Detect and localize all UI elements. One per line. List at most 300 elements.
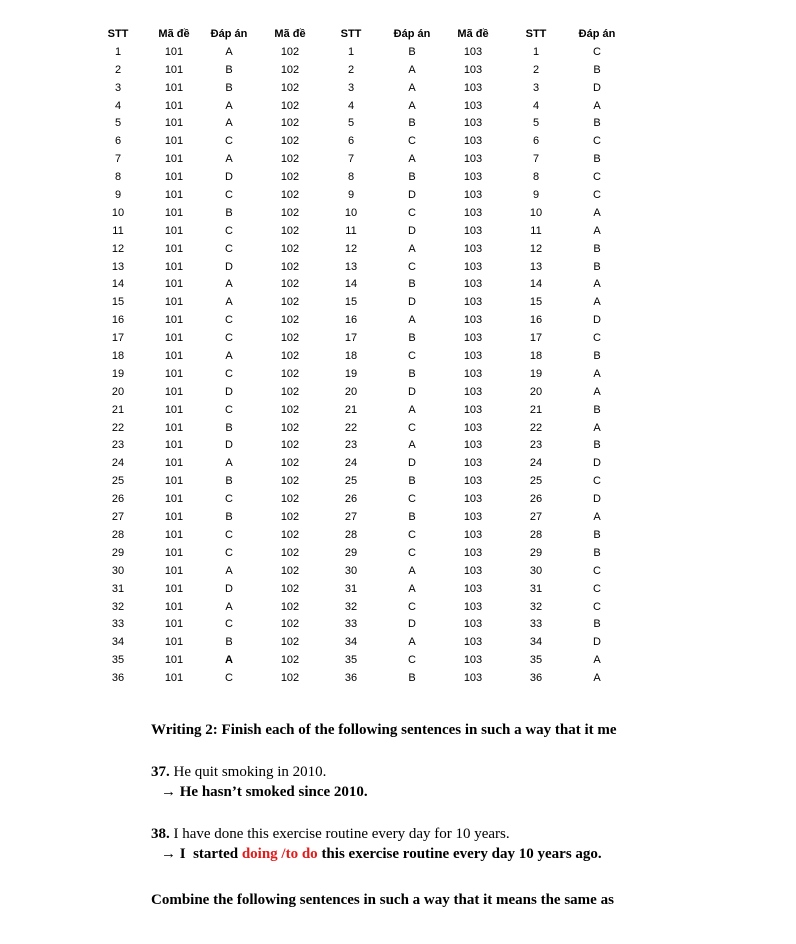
table-row bbox=[88, 115, 668, 133]
answer-cell: A bbox=[408, 63, 416, 76]
stt-cell: 32 bbox=[344, 600, 358, 613]
answer-cell: B bbox=[593, 153, 601, 166]
code-cell: 102 bbox=[280, 493, 300, 506]
stt-cell: 32 bbox=[111, 600, 125, 613]
code-cell: 101 bbox=[164, 99, 184, 112]
stt-cell: 2 bbox=[347, 63, 355, 76]
stt-cell: 1 bbox=[347, 45, 355, 58]
code-cell: 103 bbox=[463, 672, 483, 685]
stt-cell: 33 bbox=[344, 618, 358, 631]
answer-cell: A bbox=[225, 350, 233, 363]
stt-cell: 34 bbox=[111, 636, 125, 649]
code-cell: 103 bbox=[463, 582, 483, 595]
stt-cell: 4 bbox=[114, 99, 122, 112]
code-cell: 102 bbox=[280, 242, 300, 255]
table-row bbox=[88, 545, 668, 563]
stt-cell: 24 bbox=[344, 457, 358, 470]
code-cell: 102 bbox=[280, 654, 300, 667]
code-cell: 101 bbox=[164, 493, 184, 506]
stt-cell: 21 bbox=[529, 403, 543, 416]
answer-cell: B bbox=[593, 63, 601, 76]
code-cell: 102 bbox=[280, 296, 300, 309]
code-cell: 102 bbox=[280, 153, 300, 166]
stt-cell: 23 bbox=[111, 439, 125, 452]
stt-cell: 26 bbox=[344, 493, 358, 506]
question-38 bbox=[151, 824, 796, 864]
stt-cell: 18 bbox=[111, 350, 125, 363]
answer-cell: D bbox=[408, 189, 416, 202]
table-row bbox=[88, 616, 668, 634]
stt-cell: 27 bbox=[111, 511, 125, 524]
answer-cell: B bbox=[593, 618, 601, 631]
stt-cell: 8 bbox=[114, 171, 122, 184]
code-cell: 103 bbox=[463, 153, 483, 166]
code-cell: 101 bbox=[164, 654, 184, 667]
answer-cell: A bbox=[225, 457, 233, 470]
header-stt: STT bbox=[340, 28, 362, 40]
stt-cell: 18 bbox=[529, 350, 543, 363]
stt-cell: 11 bbox=[112, 224, 124, 237]
stt-cell: 15 bbox=[344, 296, 358, 309]
code-cell: 103 bbox=[463, 278, 483, 291]
stt-cell: 31 bbox=[529, 582, 543, 595]
stt-cell: 6 bbox=[114, 135, 122, 148]
table-row bbox=[88, 169, 668, 187]
answer-cell: C bbox=[408, 654, 416, 667]
stt-cell: 36 bbox=[111, 672, 125, 685]
code-cell: 102 bbox=[280, 278, 300, 291]
code-cell: 102 bbox=[280, 582, 300, 595]
table-row bbox=[88, 455, 668, 473]
code-cell: 103 bbox=[463, 314, 483, 327]
question-37-answer bbox=[151, 782, 796, 802]
code-cell: 103 bbox=[463, 189, 483, 202]
table-row bbox=[88, 491, 668, 509]
answer-cell: C bbox=[225, 135, 233, 148]
answer-cell: C bbox=[593, 600, 601, 613]
stt-cell: 28 bbox=[529, 528, 543, 541]
header-dap-an: Đáp án bbox=[393, 28, 431, 40]
code-cell: 102 bbox=[280, 511, 300, 524]
code-cell: 101 bbox=[164, 278, 184, 291]
answer-cell: A bbox=[593, 367, 601, 380]
stt-cell: 14 bbox=[529, 278, 543, 291]
table-row bbox=[88, 527, 668, 545]
code-cell: 101 bbox=[164, 350, 184, 363]
stt-cell: 10 bbox=[111, 206, 125, 219]
stt-cell: 8 bbox=[347, 171, 355, 184]
answer-cell: B bbox=[225, 81, 233, 94]
answer-cell: D bbox=[408, 224, 416, 237]
code-cell: 102 bbox=[280, 206, 300, 219]
code-cell: 101 bbox=[164, 564, 184, 577]
stt-cell: 23 bbox=[529, 439, 543, 452]
stt-cell: 34 bbox=[529, 636, 543, 649]
stt-cell: 29 bbox=[344, 546, 358, 559]
table-row bbox=[88, 205, 668, 223]
stt-cell: 35 bbox=[111, 654, 125, 667]
stt-cell: 30 bbox=[529, 564, 543, 577]
code-cell: 103 bbox=[463, 421, 483, 434]
answer-cell: B bbox=[408, 367, 416, 380]
code-cell: 102 bbox=[280, 421, 300, 434]
answer-cell: C bbox=[225, 332, 233, 345]
code-cell: 103 bbox=[463, 511, 483, 524]
stt-cell: 9 bbox=[347, 189, 355, 202]
answer-cell: A bbox=[225, 600, 233, 613]
answer-cell: B bbox=[225, 421, 233, 434]
answer-cell: C bbox=[408, 421, 416, 434]
answer-cell: B bbox=[408, 511, 416, 524]
table-row bbox=[88, 44, 668, 62]
question-number: 38. bbox=[151, 826, 170, 842]
combine-heading: Combine the following sentences in such a way that it means the same as bbox=[151, 892, 614, 908]
code-cell: 101 bbox=[164, 475, 184, 488]
stt-cell: 22 bbox=[344, 421, 358, 434]
stt-cell: 2 bbox=[532, 63, 540, 76]
code-cell: 101 bbox=[164, 117, 184, 130]
code-cell: 102 bbox=[280, 117, 300, 130]
stt-cell: 19 bbox=[111, 367, 125, 380]
answer-cell: A bbox=[408, 242, 416, 255]
stt-cell: 18 bbox=[344, 350, 358, 363]
code-cell: 101 bbox=[164, 457, 184, 470]
writing-heading: Writing 2: Finish each of the following sentences in such a way that it me bbox=[151, 722, 617, 738]
answer-cell: C bbox=[225, 528, 233, 541]
code-cell: 103 bbox=[463, 63, 483, 76]
answer-cell: C bbox=[593, 582, 601, 595]
code-cell: 102 bbox=[280, 171, 300, 184]
table-row bbox=[88, 187, 668, 205]
table-row bbox=[88, 241, 668, 259]
stt-cell: 16 bbox=[344, 314, 358, 327]
table-row bbox=[88, 223, 668, 241]
answer-cell: C bbox=[593, 45, 601, 58]
code-cell: 103 bbox=[463, 475, 483, 488]
stt-cell: 17 bbox=[344, 332, 358, 345]
answer-cell: D bbox=[225, 260, 233, 273]
code-cell: 102 bbox=[280, 475, 300, 488]
header-ma-de: Mã đề bbox=[158, 28, 190, 40]
answer-cell: B bbox=[408, 475, 416, 488]
code-cell: 101 bbox=[164, 314, 184, 327]
code-cell: 103 bbox=[463, 224, 483, 237]
stt-cell: 22 bbox=[111, 421, 125, 434]
answer-cell: A bbox=[408, 81, 416, 94]
answer-cell: C bbox=[593, 564, 601, 577]
answer-cell: A bbox=[593, 421, 601, 434]
answer-cell: B bbox=[593, 439, 601, 452]
code-cell: 103 bbox=[463, 403, 483, 416]
stt-cell: 32 bbox=[529, 600, 543, 613]
code-cell: 103 bbox=[463, 493, 483, 506]
stt-cell: 23 bbox=[344, 439, 358, 452]
answer-cell: A bbox=[408, 636, 416, 649]
stt-cell: 1 bbox=[532, 45, 540, 58]
answer-cell: A bbox=[408, 153, 416, 166]
answer-cell: C bbox=[593, 475, 601, 488]
stt-cell: 26 bbox=[529, 493, 543, 506]
code-cell: 102 bbox=[280, 385, 300, 398]
answer-cell: D bbox=[408, 385, 416, 398]
answer-cell: B bbox=[408, 117, 416, 130]
arrow-icon: → bbox=[161, 846, 176, 862]
stt-cell: 19 bbox=[344, 367, 358, 380]
answer-cell: A bbox=[593, 224, 601, 237]
code-cell: 103 bbox=[463, 600, 483, 613]
code-cell: 101 bbox=[164, 153, 184, 166]
code-cell: 101 bbox=[164, 636, 184, 649]
answer-cell: C bbox=[225, 403, 233, 416]
code-cell: 102 bbox=[280, 546, 300, 559]
stt-cell: 20 bbox=[111, 385, 125, 398]
answer-cell: A bbox=[593, 296, 601, 309]
stt-cell: 6 bbox=[532, 135, 540, 148]
question-37-prompt bbox=[151, 762, 796, 782]
stt-cell: 15 bbox=[529, 296, 543, 309]
answer-cell: B bbox=[593, 403, 601, 416]
table-row bbox=[88, 437, 668, 455]
stt-cell: 3 bbox=[114, 81, 122, 94]
stt-cell: 6 bbox=[347, 135, 355, 148]
answer-cell: C bbox=[408, 546, 416, 559]
answer-cell: B bbox=[408, 171, 416, 184]
answer-cell: C bbox=[225, 493, 233, 506]
stt-cell: 19 bbox=[529, 367, 543, 380]
answer-cell: A bbox=[593, 278, 601, 291]
stt-cell: 30 bbox=[344, 564, 358, 577]
code-cell: 101 bbox=[164, 528, 184, 541]
answer-text-pre: I started bbox=[179, 846, 242, 862]
answer-cell: C bbox=[593, 135, 601, 148]
stt-cell: 17 bbox=[529, 332, 543, 345]
answer-cell: B bbox=[225, 63, 233, 76]
stt-cell: 13 bbox=[529, 260, 543, 273]
stt-cell: 5 bbox=[114, 117, 122, 130]
question-38-prompt bbox=[151, 824, 796, 844]
stt-cell: 22 bbox=[529, 421, 543, 434]
answer-cell: C bbox=[225, 672, 233, 685]
stt-cell: 36 bbox=[344, 672, 358, 685]
answer-cell: A bbox=[408, 314, 416, 327]
answer-cell: B bbox=[225, 206, 233, 219]
code-cell: 101 bbox=[164, 45, 184, 58]
stt-cell: 7 bbox=[114, 153, 122, 166]
answer-cell: A bbox=[225, 153, 233, 166]
answer-cell: D bbox=[593, 457, 601, 470]
code-cell: 102 bbox=[280, 350, 300, 363]
code-cell: 101 bbox=[164, 63, 184, 76]
stt-cell: 21 bbox=[344, 403, 358, 416]
stt-cell: 25 bbox=[344, 475, 358, 488]
stt-cell: 9 bbox=[114, 189, 122, 202]
code-cell: 102 bbox=[280, 600, 300, 613]
table-row bbox=[88, 80, 668, 98]
stt-cell: 20 bbox=[344, 385, 358, 398]
table-header-row bbox=[88, 26, 668, 44]
answer-cell: C bbox=[408, 350, 416, 363]
answer-cell: C bbox=[225, 314, 233, 327]
table-body bbox=[88, 44, 668, 688]
answer-cell: D bbox=[408, 618, 416, 631]
code-cell: 102 bbox=[280, 99, 300, 112]
answer-cell: C bbox=[593, 189, 601, 202]
stt-cell: 11 bbox=[530, 224, 542, 237]
stt-cell: 13 bbox=[111, 260, 125, 273]
code-cell: 103 bbox=[463, 528, 483, 541]
table-row bbox=[88, 294, 668, 312]
code-cell: 103 bbox=[463, 206, 483, 219]
stt-cell: 28 bbox=[111, 528, 125, 541]
answer-cell: A bbox=[408, 564, 416, 577]
answer-cell: A bbox=[593, 654, 601, 667]
stt-cell: 3 bbox=[532, 81, 540, 94]
writing-section bbox=[151, 720, 796, 910]
stt-cell: 27 bbox=[529, 511, 543, 524]
code-cell: 102 bbox=[280, 564, 300, 577]
stt-cell: 10 bbox=[344, 206, 358, 219]
answer-cell: A bbox=[593, 206, 601, 219]
code-cell: 102 bbox=[280, 457, 300, 470]
answer-cell: B bbox=[593, 260, 601, 273]
code-cell: 102 bbox=[280, 63, 300, 76]
code-cell: 101 bbox=[164, 672, 184, 685]
code-cell: 101 bbox=[164, 511, 184, 524]
answer-cell: D bbox=[593, 493, 601, 506]
answer-cell: A bbox=[408, 582, 416, 595]
code-cell: 101 bbox=[164, 332, 184, 345]
answer-cell: A bbox=[225, 278, 233, 291]
stt-cell: 20 bbox=[529, 385, 543, 398]
table-row bbox=[88, 402, 668, 420]
answer-text-post: this exercise routine every day 10 years ago. bbox=[317, 846, 602, 862]
answer-cell: A bbox=[408, 403, 416, 416]
code-cell: 102 bbox=[280, 314, 300, 327]
answer-cell: B bbox=[225, 475, 233, 488]
code-cell: 103 bbox=[463, 135, 483, 148]
stt-cell: 5 bbox=[532, 117, 540, 130]
answer-cell: C bbox=[593, 332, 601, 345]
answer-cell: C bbox=[408, 206, 416, 219]
code-cell: 102 bbox=[280, 672, 300, 685]
stt-cell: 15 bbox=[111, 296, 125, 309]
answer-cell: C bbox=[225, 242, 233, 255]
code-cell: 103 bbox=[463, 367, 483, 380]
answer-cell: C bbox=[408, 493, 416, 506]
stt-cell: 28 bbox=[344, 528, 358, 541]
code-cell: 103 bbox=[463, 260, 483, 273]
code-cell: 102 bbox=[280, 528, 300, 541]
question-text: I have done this exercise routine every day for 10 years. bbox=[173, 826, 510, 842]
code-cell: 103 bbox=[463, 618, 483, 631]
question-number: 37. bbox=[151, 764, 170, 780]
stt-cell: 14 bbox=[111, 278, 125, 291]
answer-cell: B bbox=[593, 546, 601, 559]
answer-cell: C bbox=[225, 546, 233, 559]
stt-cell: 3 bbox=[347, 81, 355, 94]
table-row bbox=[88, 98, 668, 116]
code-cell: 101 bbox=[164, 242, 184, 255]
code-cell: 101 bbox=[164, 224, 184, 237]
answer-cell: B bbox=[408, 278, 416, 291]
answer-cell: B bbox=[225, 636, 233, 649]
stt-cell: 10 bbox=[529, 206, 543, 219]
answer-cell: D bbox=[408, 457, 416, 470]
table-row bbox=[88, 473, 668, 491]
answer-cell: A bbox=[225, 45, 233, 58]
answer-cell: C bbox=[225, 189, 233, 202]
code-cell: 101 bbox=[164, 81, 184, 94]
stt-cell: 34 bbox=[344, 636, 358, 649]
table-row bbox=[88, 366, 668, 384]
code-cell: 103 bbox=[463, 99, 483, 112]
answer-cell: D bbox=[593, 314, 601, 327]
table-row bbox=[88, 420, 668, 438]
stt-cell: 26 bbox=[111, 493, 125, 506]
stt-cell: 35 bbox=[344, 654, 358, 667]
table-row bbox=[88, 62, 668, 80]
answer-cell: C bbox=[225, 367, 233, 380]
stt-cell: 11 bbox=[345, 224, 357, 237]
code-cell: 101 bbox=[164, 260, 184, 273]
stt-cell: 12 bbox=[111, 242, 125, 255]
arrow-icon: → bbox=[161, 784, 176, 800]
code-cell: 103 bbox=[463, 117, 483, 130]
stt-cell: 13 bbox=[344, 260, 358, 273]
code-cell: 102 bbox=[280, 135, 300, 148]
stt-cell: 9 bbox=[532, 189, 540, 202]
code-cell: 102 bbox=[280, 260, 300, 273]
answer-cell: C bbox=[408, 260, 416, 273]
answer-cell: B bbox=[225, 511, 233, 524]
stt-cell: 2 bbox=[114, 63, 122, 76]
stt-cell: 33 bbox=[529, 618, 543, 631]
stt-cell: 12 bbox=[344, 242, 358, 255]
table-row bbox=[88, 276, 668, 294]
table-row bbox=[88, 509, 668, 527]
code-cell: 101 bbox=[164, 367, 184, 380]
code-cell: 101 bbox=[164, 582, 184, 595]
code-cell: 101 bbox=[164, 546, 184, 559]
answer-cell: D bbox=[225, 439, 233, 452]
code-cell: 103 bbox=[463, 171, 483, 184]
stt-cell: 29 bbox=[529, 546, 543, 559]
stt-cell: 7 bbox=[532, 153, 540, 166]
table-row bbox=[88, 384, 668, 402]
table-row bbox=[88, 348, 668, 366]
table-row bbox=[88, 634, 668, 652]
table-row bbox=[88, 652, 668, 670]
answer-cell: C bbox=[408, 135, 416, 148]
code-cell: 102 bbox=[280, 367, 300, 380]
code-cell: 101 bbox=[164, 171, 184, 184]
answer-cell: C bbox=[225, 224, 233, 237]
stt-cell: 16 bbox=[111, 314, 125, 327]
stt-cell: 29 bbox=[111, 546, 125, 559]
stt-cell: 12 bbox=[529, 242, 543, 255]
stt-cell: 25 bbox=[111, 475, 125, 488]
code-cell: 103 bbox=[463, 457, 483, 470]
header-ma-de: Mã đề bbox=[457, 28, 489, 40]
code-cell: 102 bbox=[280, 332, 300, 345]
answer-cell: A bbox=[593, 511, 601, 524]
answer-cell: A bbox=[593, 99, 601, 112]
code-cell: 103 bbox=[463, 296, 483, 309]
question-38-answer bbox=[151, 844, 796, 864]
answer-cell: A bbox=[225, 296, 233, 309]
stt-cell: 8 bbox=[532, 171, 540, 184]
answer-key-table bbox=[88, 26, 668, 688]
